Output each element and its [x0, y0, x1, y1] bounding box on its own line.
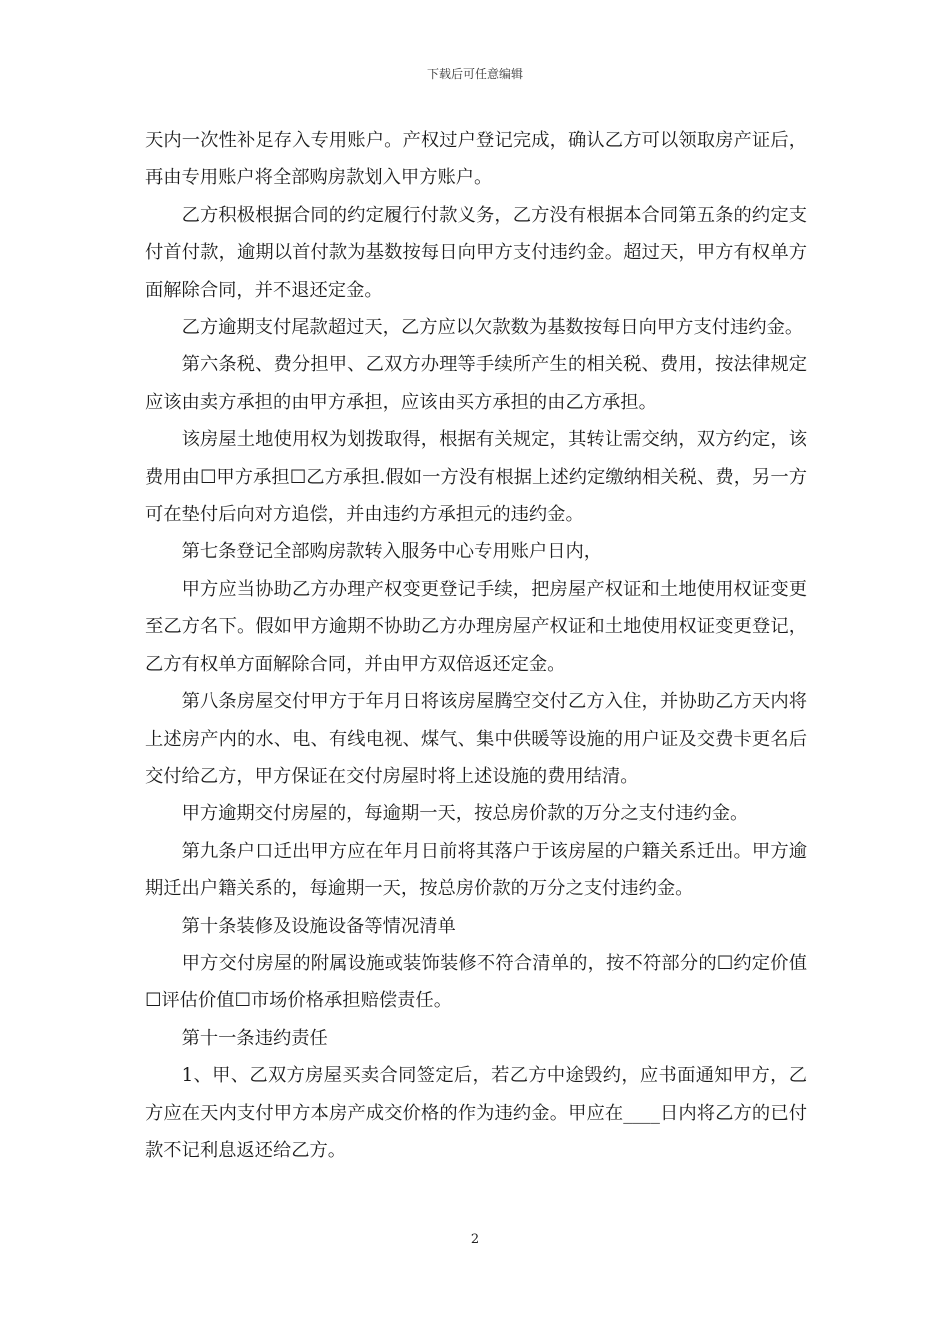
paragraph: 甲方逾期交付房屋的，每逾期一天，按总房价款的万分之支付违约金。: [181, 803, 749, 825]
document-body: [145, 122, 807, 1169]
section-heading: 第十条装修及设施设备等情况清单: [181, 915, 456, 937]
paragraph: 第七条登记全部购房款转入服务中心专用账户日内，: [181, 541, 603, 563]
paragraph: 甲方交付房屋的附属设施或装饰装修不符合清单的，按不符部分的☐约定价值☐评估价值☐市场价格承担赔偿责任。: [145, 952, 807, 1012]
paragraph: 第九条户口迁出甲方应在年月日前将其落户于该房屋的户籍关系迁出。甲方逾期迁出户籍关系的，每逾期一天，按总房价款的万分之支付违约金。: [145, 840, 807, 900]
paragraph: 该房屋土地使用权为划拨取得，根据有关规定，其转让需交纳，双方约定，该费用由☐甲方承担☐乙方承担.假如一方没有根据上述约定缴纳相关税、费，另一方可在垫付后向对方追偿，并由违约方承担元的违约金。: [145, 429, 807, 526]
section-heading: 第十一条违约责任: [181, 1027, 328, 1049]
paragraph: 第六条税、费分担甲、乙双方办理等手续所产生的相关税、费用，按法律规定应该由卖方承担的由甲方承担，应该由买方承担的由乙方承担。: [145, 354, 807, 413]
paragraph: 乙方逾期支付尾款超过天，乙方应以欠款数为基数按每日向甲方支付违约金。: [181, 317, 804, 339]
paragraph: 乙方积极根据合同的约定履行付款义务，乙方没有根据本合同第五条的约定支付首付款，逾期以首付款为基数按每日向甲方支付违约金。超过天，甲方有权单方面解除合同，并不退还定金。: [145, 204, 807, 301]
paragraph: 第八条房屋交付甲方于年月日将该房屋腾空交付乙方入住，并协助乙方天内将上述房产内的水、电、有线电视、煤气、集中供暖等设施的用户证及交费卡更名后交付给乙方，甲方保证在交付房屋时将上述设施的费用结清。: [145, 691, 807, 787]
paragraph: 甲方应当协助乙方办理产权变更登记手续，把房屋产权证和土地使用权证变更至乙方名下。假如甲方逾期不协助乙方办理房屋产权证和土地使用权证变更登记，乙方有权单方面解除合同，并由甲方双倍返还定金。: [145, 578, 807, 675]
page-header: 下载后可任意编辑: [426, 67, 523, 81]
paragraph: 1、甲、乙双方房屋买卖合同签定后，若乙方中途毁约，应书面通知甲方，乙方应在天内支付甲方本房产成交价格的作为违约金。甲应在____日内将乙方的已付款不记利息返还给乙方。: [145, 1065, 807, 1161]
paragraph: 天内一次性补足存入专用账户。产权过户登记完成，确认乙方可以领取房产证后，再由专用账户将全部购房款划入甲方账户。: [145, 130, 807, 189]
page-number: 2: [470, 1232, 480, 1247]
